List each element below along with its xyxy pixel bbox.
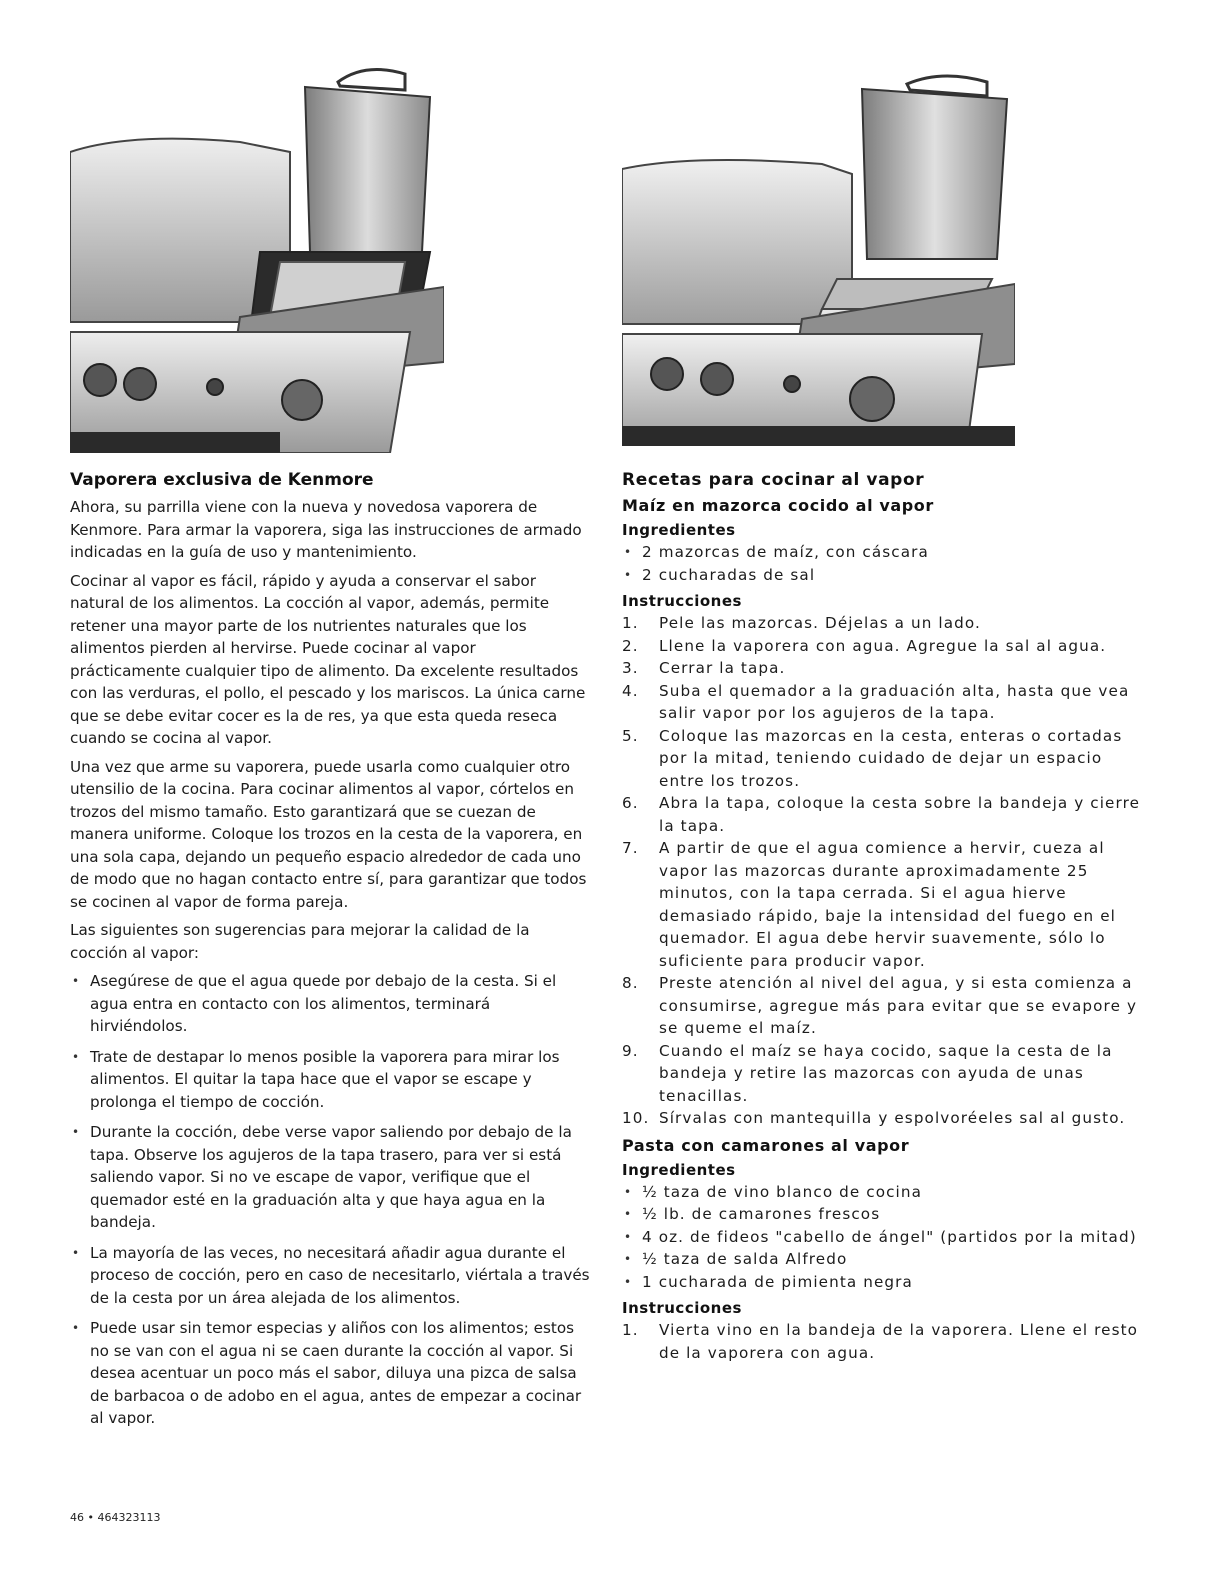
step-number: 5.	[622, 726, 639, 745]
section-heading-recipes: Recetas para cocinar al vapor	[622, 470, 925, 490]
step-number: 6.	[622, 794, 639, 812]
step-number: 2.	[622, 636, 639, 655]
step-text: Vierta vino en la bandeja de la vaporera. Llene el resto de la vaporera con agua.	[659, 1321, 1139, 1362]
ingredients-list-pasta	[622, 1181, 1150, 1294]
grill-steamer-photo-open	[70, 62, 444, 453]
step-number: 9.	[622, 1041, 639, 1060]
list-item: • Puede usar sin temor especias y aliños con los alimentos; estos no se van con el agua ni se caen durante la cocción al vapor. Si desea acentuar un poco más el sabor, diluya una pizca de salsa de barbacoa o de adobo en el agua, antes de empezar a cocinar al vapor.	[70, 1317, 590, 1430]
instructions-label: Instrucciones	[622, 1299, 742, 1317]
list-item	[622, 657, 1150, 680]
step-text: Cuando el maíz se haya cocido, saque la cesta de la bandeja y retire las mazorcas con ayuda de unas tenacillas.	[659, 1041, 1113, 1105]
list-item	[622, 837, 1150, 972]
step-number: 4.	[622, 681, 639, 700]
recipe-title-shrimp-pasta: Pasta con camarones al vapor	[622, 1135, 910, 1155]
list-item: • 2 mazorcas de maíz, con cáscara	[622, 541, 1150, 564]
step-text: Suba el quemador a la graduación alta, hasta que vea salir vapor por los agujeros de la tapa.	[659, 681, 1130, 722]
step-number: 10.	[622, 1109, 650, 1127]
step-text: Abra la tapa, coloque la cesta sobre la bandeja y cierre la tapa.	[659, 794, 1141, 835]
list-item: • Asegúrese de que el agua quede por debajo de la cesta. Si el agua entra en contacto con los alimentos, terminará hirviéndolos.	[70, 970, 590, 1038]
step-number: 1.	[622, 614, 639, 632]
list-item	[622, 1107, 1150, 1130]
instructions-list-pasta	[622, 1319, 1150, 1364]
page-number-footer: 46 • 464323113	[70, 1511, 161, 1524]
list-item: • 4 oz. de fideos "cabello de ángel" (partidos por la mitad)	[622, 1226, 1150, 1249]
step-number: 7.	[622, 839, 639, 857]
ingredients-label: Ingredientes	[622, 521, 736, 539]
list-item	[622, 792, 1150, 837]
step-number: 1.	[622, 1321, 639, 1339]
list-item	[622, 680, 1150, 725]
step-text: Sírvalas con mantequilla y espolvoréeles sal al gusto.	[659, 1109, 1126, 1127]
list-item: • La mayoría de las veces, no necesitará añadir agua durante el proceso de cocción, pero en caso de necesitarlo, viértala a través de la cesta por un área alejada de los alimentos.	[70, 1242, 590, 1310]
tips-intro-paragraph: Las siguientes son sugerencias para mejorar la calidad de la cocción al vapor:	[70, 921, 530, 962]
list-item	[622, 1319, 1150, 1364]
step-text: Preste atención al nivel del agua, y si esta comienza a consumirse, agregue más para evitar que se evapore y se queme el maíz.	[659, 974, 1138, 1037]
instructions-label: Instrucciones	[622, 592, 742, 610]
list-item: • ½ taza de salda Alfredo	[622, 1248, 1150, 1271]
left-column	[70, 470, 590, 1438]
list-item: • 1 cucharada de pimienta negra	[622, 1271, 1150, 1294]
list-item: • Durante la cocción, debe verse vapor saliendo por debajo de la tapa. Observe los agujeros de la tapa trasero, para ver si está saliendo vapor. Si no ve escape de vapor, verifique que el quemador esté en la graduación alta y que haya agua en la bandeja.	[70, 1121, 590, 1234]
tips-list	[70, 970, 590, 1430]
instructions-list-corn	[622, 612, 1150, 1130]
list-item: • ½ lb. de camarones frescos	[622, 1203, 1150, 1226]
list-item	[622, 612, 1150, 635]
list-item: • ½ taza de vino blanco de cocina	[622, 1181, 1150, 1204]
step-text: Cerrar la tapa.	[659, 659, 786, 677]
ingredients-list-corn	[622, 541, 1150, 586]
list-item	[622, 725, 1150, 793]
section-heading-steamer: Vaporera exclusiva de Kenmore	[70, 470, 374, 490]
step-number: 8.	[622, 974, 639, 992]
ingredients-label: Ingredientes	[622, 1160, 736, 1179]
step-text: A partir de que el agua comience a hervir, cueza al vapor las mazorcas durante aproximadamente 25 minutos, con la tapa cerrada. Si el agua hierve demasiado rápido, baje la intensidad del fuego en el quemador. El agua debe hervir suavemente, sólo lo suficiente para producir vapor.	[659, 839, 1116, 970]
list-item	[622, 635, 1150, 658]
list-item	[622, 972, 1150, 1040]
list-item: • 2 cucharadas de sal	[622, 564, 1150, 587]
step-text: Llene la vaporera con agua. Agregue la sal al agua.	[659, 636, 1107, 655]
intro-paragraph: Ahora, su parrilla viene con la nueva y novedosa vaporera de Kenmore. Para armar la vaporera, siga las instrucciones de armado indicadas en la guía de uso y mantenimiento.	[70, 498, 582, 561]
list-item	[622, 1040, 1150, 1108]
grill-steamer-photo-basket	[622, 74, 1015, 446]
step-text: Coloque las mazorcas en la cesta, enteras o cortadas por la mitad, teniendo cuidado de dejar un espacio entre los trozos.	[659, 726, 1123, 790]
right-column	[622, 470, 1150, 1364]
step-number: 3.	[622, 659, 639, 677]
list-item: • Trate de destapar lo menos posible la vaporera para mirar los alimentos. El quitar la tapa hace que el vapor se escape y prolonga el tiempo de cocción.	[70, 1046, 590, 1114]
usage-paragraph: Una vez que arme su vaporera, puede usarla como cualquier otro utensilio de la cocina. Para cocinar alimentos al vapor, córtelos en trozos del mismo tamaño. Esto garantizará que se cuezan de manera uniforme. Coloque los trozos en la cesta de la vaporera, en una sola capa, dejando un pequeño espacio alrededor de cada uno de modo que no hagan contacto entre sí, para garantizar que todos se cocinen al vapor de forma pareja.	[70, 757, 587, 911]
step-text: Pele las mazorcas. Déjelas a un lado.	[659, 614, 981, 632]
recipe-title-corn: Maíz en mazorca cocido al vapor	[622, 496, 934, 515]
steaming-benefits-paragraph: Cocinar al vapor es fácil, rápido y ayuda a conservar el sabor natural de los alimentos. La cocción al vapor, además, permite retener una mayor parte de los nutrientes naturales que los alimentos pierden al hervirse. Puede cocinar al vapor prácticamente cualquier tipo de alimento. Da excelente resultados con las verduras, el pollo, el pescado y los mariscos. La única carne que se debe evitar cocer es la de res, ya que esta queda reseca cuando se cocina al vapor.	[70, 571, 586, 747]
